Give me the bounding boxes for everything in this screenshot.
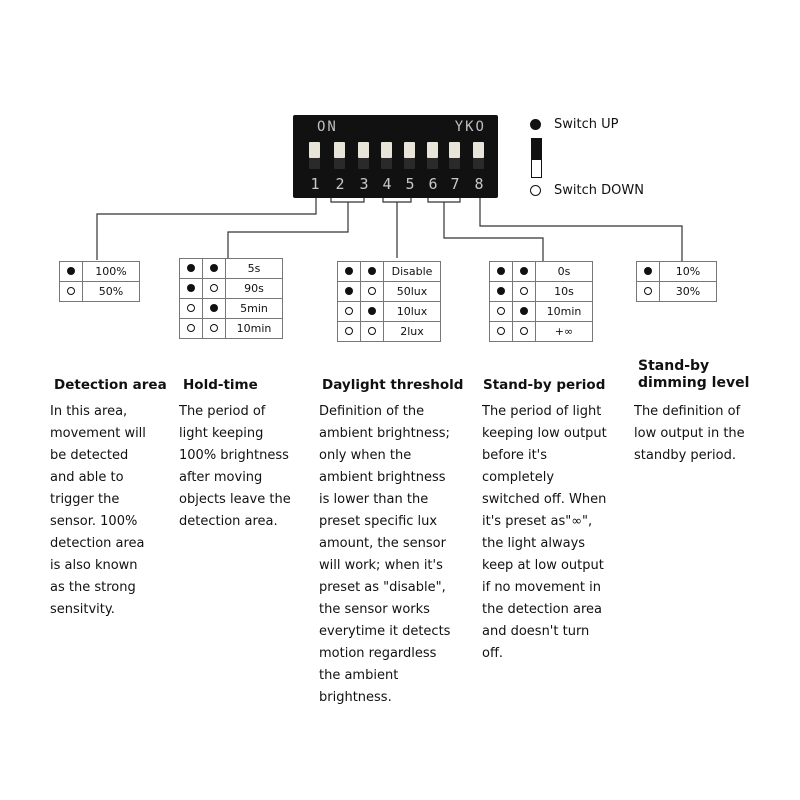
setting-value-cell: 50% — [83, 282, 140, 302]
setting-value-cell: 50lux — [384, 282, 441, 302]
setting-value-cell: 100% — [83, 262, 140, 282]
connector-switch-8 — [480, 198, 682, 261]
description-line: completely — [482, 470, 555, 485]
switch-state-cell — [338, 262, 361, 282]
filled-dot-icon — [520, 267, 528, 275]
description-line: the light always — [482, 536, 586, 551]
setting-value-cell: Disable — [384, 262, 441, 282]
dip-lever-7 — [449, 142, 460, 169]
switch-state-cell — [513, 282, 536, 302]
switch-state-cell — [490, 262, 513, 282]
empty-dot-icon — [187, 324, 195, 332]
empty-dot-icon — [210, 284, 218, 292]
empty-dot-icon — [530, 185, 541, 196]
switch-state-cell — [361, 302, 384, 322]
standby-period-table — [489, 261, 593, 342]
switch-state-cell — [203, 259, 226, 279]
switch-state-cell — [490, 322, 513, 342]
empty-dot-icon — [497, 307, 505, 315]
filled-dot-icon — [520, 307, 528, 315]
switch-state-cell — [338, 302, 361, 322]
description-line: standby period. — [634, 448, 736, 463]
empty-dot-icon — [368, 287, 376, 295]
empty-dot-icon — [644, 287, 652, 295]
dip-lever-8 — [473, 142, 484, 169]
dip-number-6: 6 — [428, 175, 438, 193]
description-line: the sensor works — [319, 602, 430, 617]
description-line: off. — [482, 646, 504, 661]
description-line: the ambient — [319, 668, 399, 683]
description-line: The period of — [179, 404, 266, 419]
dimming-level-heading — [638, 358, 749, 392]
table-row — [490, 302, 593, 322]
table-row — [490, 322, 593, 342]
connector-switch-2-3-stem — [228, 202, 348, 258]
setting-value-cell: 90s — [226, 279, 283, 299]
description-line: keeping low output — [482, 426, 607, 441]
dimming-heading-line-2: dimming level — [638, 375, 750, 391]
switch-state-cell — [637, 282, 660, 302]
setting-value-cell: +∞ — [536, 322, 593, 342]
switch-state-cell — [180, 279, 203, 299]
dip-number-7: 7 — [450, 175, 460, 193]
description-line: after moving — [179, 470, 263, 485]
switch-state-cell — [203, 319, 226, 339]
empty-dot-icon — [210, 324, 218, 332]
dimming-level-description — [634, 401, 745, 467]
switch-state-cell — [60, 262, 83, 282]
table-row — [490, 262, 593, 282]
detection-area-table — [59, 261, 140, 302]
switch-state-cell — [490, 302, 513, 322]
empty-dot-icon — [368, 327, 376, 335]
setting-value-cell: 10lux — [384, 302, 441, 322]
description-line: Definition of the — [319, 404, 425, 419]
daylight-threshold-description — [319, 401, 450, 709]
switch-state-cell — [513, 262, 536, 282]
dip-number-1: 1 — [310, 175, 320, 193]
legend-down-label: Switch DOWN — [554, 183, 644, 198]
description-line: 100% brightness — [179, 448, 289, 463]
filled-dot-icon — [368, 267, 376, 275]
table-row — [490, 282, 593, 302]
setting-value-cell: 10% — [660, 262, 717, 282]
table-row — [637, 282, 717, 302]
dip-lever-3 — [358, 142, 369, 169]
dip-on-label: ON — [317, 119, 338, 135]
description-line: keep at low output — [482, 558, 604, 573]
filled-dot-icon — [187, 264, 195, 272]
description-line: the detection area — [482, 602, 602, 617]
detection-area-description — [50, 401, 146, 621]
switch-state-cell — [637, 262, 660, 282]
hold-time-heading: Hold-time — [183, 377, 258, 393]
filled-dot-icon — [210, 264, 218, 272]
dimming-heading-line-1: Stand-by — [638, 358, 710, 374]
description-line: and able to — [50, 470, 124, 485]
setting-value-cell: 10min — [536, 302, 593, 322]
connector-switch-4-5 — [383, 198, 411, 202]
dip-number-4: 4 — [382, 175, 392, 193]
description-line: In this area, — [50, 404, 128, 419]
setting-value-cell: 0s — [536, 262, 593, 282]
table-row — [338, 302, 441, 322]
switch-state-cell — [203, 279, 226, 299]
description-line: preset as "disable", — [319, 580, 446, 595]
table-row — [338, 282, 441, 302]
dip-number-8: 8 — [474, 175, 484, 193]
connector-switch-1 — [97, 198, 316, 260]
empty-dot-icon — [345, 307, 353, 315]
switch-state-cell — [513, 302, 536, 322]
table-row — [180, 319, 283, 339]
description-line: low output in the — [634, 426, 745, 441]
table-row — [180, 299, 283, 319]
connector-switch-2-3 — [331, 198, 364, 202]
description-line: brightness. — [319, 690, 392, 705]
filled-dot-icon — [497, 287, 505, 295]
switch-state-cell — [338, 282, 361, 302]
empty-dot-icon — [520, 327, 528, 335]
switch-state-cell — [490, 282, 513, 302]
description-line: everytime it detects — [319, 624, 451, 639]
filled-dot-icon — [345, 267, 353, 275]
daylight-threshold-table — [337, 261, 441, 342]
filled-dot-icon — [530, 119, 541, 130]
description-line: is lower than the — [319, 492, 429, 507]
description-line: The definition of — [634, 404, 741, 419]
description-line: trigger the — [50, 492, 120, 507]
description-line: ambient brightness — [319, 470, 446, 485]
description-line: motion regardless — [319, 646, 437, 661]
description-line: amount, the sensor — [319, 536, 446, 551]
setting-value-cell: 2lux — [384, 322, 441, 342]
standby-period-description — [482, 401, 607, 665]
dimming-level-table — [636, 261, 717, 302]
setting-value-cell: 5s — [226, 259, 283, 279]
setting-value-cell: 10min — [226, 319, 283, 339]
dip-brand-label: YKO — [454, 119, 486, 135]
dip-lever-4 — [381, 142, 392, 169]
description-line: objects leave the — [179, 492, 291, 507]
table-row — [637, 262, 717, 282]
description-line: detection area. — [179, 514, 278, 529]
switch-state-cell — [361, 262, 384, 282]
filled-dot-icon — [345, 287, 353, 295]
description-line: ambient brightness; — [319, 426, 450, 441]
dip-number-3: 3 — [359, 175, 369, 193]
description-line: is also known — [50, 558, 138, 573]
switch-state-cell — [180, 259, 203, 279]
dip-lever-6 — [427, 142, 438, 169]
filled-dot-icon — [187, 284, 195, 292]
switch-state-cell — [60, 282, 83, 302]
dip-lever-2 — [334, 142, 345, 169]
connector-switch-6-7-stem — [444, 202, 543, 261]
switch-state-cell — [513, 322, 536, 342]
setting-value-cell: 30% — [660, 282, 717, 302]
description-line: be detected — [50, 448, 129, 463]
dip-switch — [293, 115, 498, 198]
description-line: before it's — [482, 448, 548, 463]
switch-state-cell — [203, 299, 226, 319]
description-line: switched off. When — [482, 492, 607, 507]
setting-value-cell: 10s — [536, 282, 593, 302]
dip-number-5: 5 — [405, 175, 415, 193]
switch-toggle-icon — [531, 138, 542, 178]
description-line: detection area — [50, 536, 145, 551]
daylight-threshold-heading: Daylight threshold — [322, 377, 464, 393]
description-line: sensor. 100% — [50, 514, 138, 529]
filled-dot-icon — [368, 307, 376, 315]
description-line: The period of light — [482, 404, 602, 419]
hold-time-description — [179, 401, 291, 533]
standby-period-heading: Stand-by period — [483, 377, 606, 393]
hold-time-table — [179, 258, 283, 339]
legend-down — [530, 183, 644, 198]
description-line: preset specific lux — [319, 514, 438, 529]
table-row — [180, 259, 283, 279]
description-line: light keeping — [179, 426, 264, 441]
legend-up-label: Switch UP — [554, 117, 619, 132]
dip-lever-5 — [404, 142, 415, 169]
switch-state-cell — [361, 322, 384, 342]
description-line: as the strong — [50, 580, 136, 595]
description-line: will work; when it's — [319, 558, 443, 573]
description-line: sensitvity. — [50, 602, 115, 617]
dip-number-2: 2 — [335, 175, 345, 193]
empty-dot-icon — [497, 327, 505, 335]
filled-dot-icon — [210, 304, 218, 312]
filled-dot-icon — [497, 267, 505, 275]
description-line: movement will — [50, 426, 146, 441]
filled-dot-icon — [67, 267, 75, 275]
switch-state-cell — [338, 322, 361, 342]
filled-dot-icon — [644, 267, 652, 275]
connector-switch-6-7 — [428, 198, 460, 202]
legend-up — [530, 117, 618, 132]
description-line: and doesn't turn — [482, 624, 590, 639]
table-row — [60, 282, 140, 302]
description-line: if no movement in — [482, 580, 601, 595]
setting-value-cell: 5min — [226, 299, 283, 319]
dip-lever-1 — [309, 142, 320, 169]
empty-dot-icon — [187, 304, 195, 312]
empty-dot-icon — [67, 287, 75, 295]
switch-state-cell — [180, 319, 203, 339]
description-line: it's preset as"∞", — [482, 514, 593, 529]
empty-dot-icon — [520, 287, 528, 295]
table-row — [338, 322, 441, 342]
switch-state-cell — [180, 299, 203, 319]
empty-dot-icon — [345, 327, 353, 335]
table-row — [338, 262, 441, 282]
table-row — [60, 262, 140, 282]
table-row — [180, 279, 283, 299]
description-line: only when the — [319, 448, 412, 463]
switch-state-cell — [361, 282, 384, 302]
detection-area-heading: Detection area — [54, 377, 167, 393]
